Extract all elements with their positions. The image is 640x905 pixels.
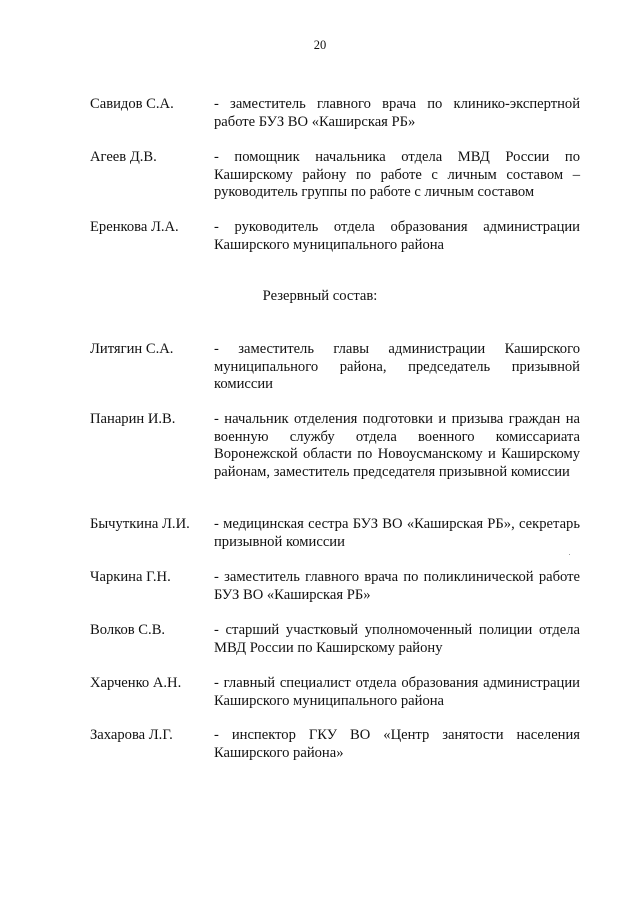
scan-speck (569, 554, 570, 555)
member-role: - инспектор ГКУ ВО «Центр занятости населения Каширского района» (214, 727, 580, 761)
member-name: Савидов С.А. (90, 96, 174, 112)
member-role: - старший участковый уполномоченный полиции отдела МВД России по Каширскому району (214, 622, 580, 656)
member-role: - главный специалист отдела образования администрации Каширского муниципального района (214, 675, 580, 709)
member-name: Бычуткина Л.И. (90, 516, 190, 532)
page-number: 20 (313, 38, 327, 52)
member-role: - заместитель главы администрации Каширского муниципального района, председатель призывной комиссии (214, 341, 580, 393)
member-name: Панарин И.В. (90, 411, 176, 427)
member-role: - заместитель главного врача по клинико-экспертной работе БУЗ ВО «Каширская РБ» (214, 96, 580, 130)
member-name: Чаркина Г.Н. (90, 569, 171, 585)
member-name: Агеев Д.В. (90, 149, 157, 165)
member-name: Еренкова Л.А. (90, 219, 179, 235)
member-role: - начальник отделения подготовки и призыва граждан на военную службу отдела военного комиссариата Воронежской области по Новоусманскому и Каширскому районам, заместитель председателя призывной комиссии (214, 411, 580, 480)
reserve-heading: Резервный состав: (262, 288, 378, 304)
member-name: Харченко А.Н. (90, 675, 182, 691)
member-name: Волков С.В. (90, 622, 166, 638)
member-name: Литягин С.А. (90, 341, 174, 357)
member-role: - заместитель главного врача по поликлинической работе БУЗ ВО «Каширская РБ» (214, 569, 580, 603)
member-role: - помощник начальника отдела МВД России по Каширскому району по работе с личным составом – руководитель группы по работе с личным составом (214, 149, 580, 201)
member-role: - медицинская сестра БУЗ ВО «Каширская РБ», секретарь призывной комиссии (214, 516, 580, 550)
member-name: Захарова Л.Г. (90, 727, 173, 743)
member-role: - руководитель отдела образования администрации Каширского муниципального района (214, 219, 580, 253)
